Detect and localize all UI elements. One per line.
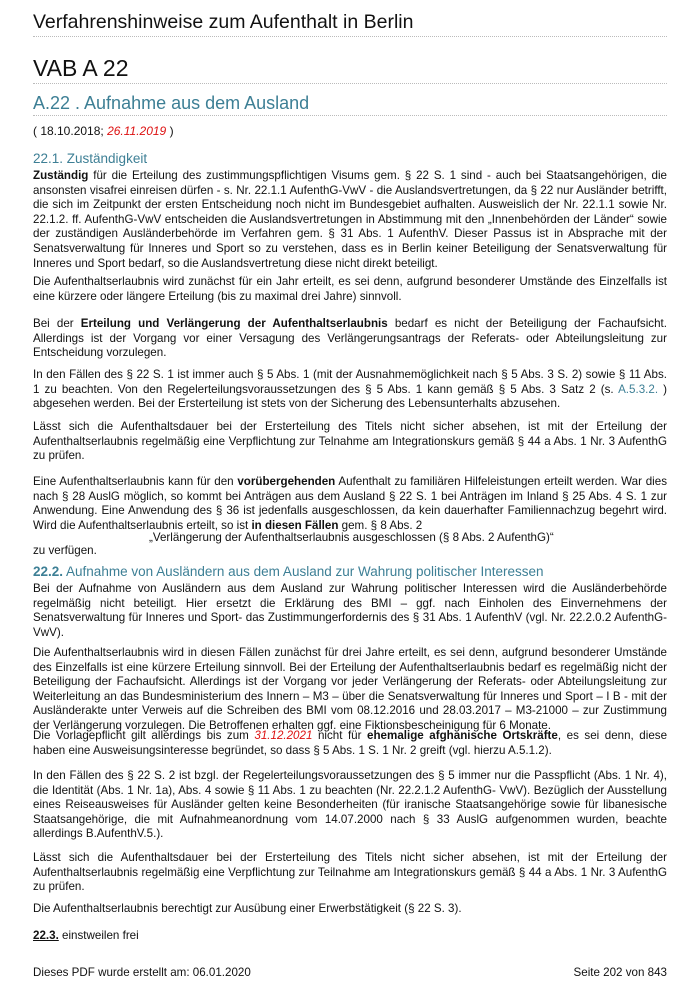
header-title: Verfahrenshinweise zum Aufenthalt in Berlin bbox=[33, 11, 414, 33]
paragraph bbox=[33, 169, 667, 271]
paragraph: Die Aufenthaltserlaubnis wird in diesen Fällen zunächst für drei Jahre erteilt, es sei denn, aufgrund besonderer Umstände des Einzelfalls ist eine kürzere Erteilung sinnvoll. Bei der Erteilung der Aufenthaltserlaubnis bedarf es regelmäßig nicht der Beteiligung der Fachaufsicht. Allerdings ist der Vorgang vor jeder Verlängerung der Referats- oder Abteilungsleitung zur Weiterleitung an das Bundesministerium des Innern – M3 – über die Senatsverwaltung für Inneres und Sport – I B - mit der Ausländerakte unter Verweis auf die Schreiben des BMI vom 08.12.2016 und 28.03.2017 – M3-21000 – zur Zustimmung der Verlängerung vorzulegen. Die Betroffenen erhalten ggf. eine Fiktionsbescheinigung für 6 Monate. bbox=[33, 646, 667, 732]
bold-text: Erteilung und Verlängerung der Aufenthaltserlaubnis bbox=[80, 317, 388, 330]
text: Bei der bbox=[33, 317, 81, 330]
date-updated: 26.11.2019 bbox=[107, 124, 167, 138]
footer-page-number: Seite 202 von 843 bbox=[573, 966, 667, 979]
doc-title: VAB A 22 bbox=[33, 55, 129, 81]
text: , es sei denn, diese haben eine Ausweisungsinteresse begründet, so dass § 5 Abs. 1 S. 1 Nr. 2 greift (vgl. hierzu A.5.1.2). bbox=[33, 729, 668, 757]
paragraph bbox=[33, 368, 667, 412]
bold-text: Zuständig bbox=[33, 169, 89, 182]
bold-text: ehemalige afghanische Ortskräfte bbox=[367, 729, 558, 742]
date-close: ) bbox=[166, 124, 174, 138]
footer-created: Dieses PDF wurde erstellt am: 06.01.2020 bbox=[33, 966, 251, 979]
text: ) abgesehen werden. Bei der Ersterteilung ist stets von der Sicherung des Lebensunterhalts abzusehen. bbox=[33, 382, 667, 411]
text: einstweilen frei bbox=[58, 929, 139, 942]
reference-link[interactable]: A.5.3.2. bbox=[618, 382, 659, 396]
paragraph: Die Aufenthaltserlaubnis berechtigt zur Ausübung einer Erwerbstätigkeit (§ 22 S. 3). bbox=[33, 902, 462, 915]
text: Aufenthalt zu familiären Hilfeleistungen erteilt werden. War dies nach § 28 AuslG möglich, so kommt bei Anträgen aus dem Ausland § 22 S. 1 bei Anträgen im Inland § 25 Abs. 4 S. 1 zur Anwendung. Eine Anwendung des § 36 ist jedenfalls ausgeschlossen, da kein dauerhafter Familiennachzug begehrt wird. Wird die Aufenthaltserlaubnis erteilt, so ist bbox=[33, 475, 667, 532]
paragraph: Die Aufenthaltserlaubnis wird zunächst für ein Jahr erteilt, es sei denn, aufgrund besonderer Umstände des Einzelfalls ist eine kürzere oder längere Erteilung (bis zu maximal drei Jahre) sinnvoll. bbox=[33, 275, 667, 303]
paragraph: zu verfügen. bbox=[33, 544, 97, 557]
heading-number: 22.2. bbox=[33, 564, 64, 579]
subsection-heading-22-2 bbox=[33, 564, 544, 579]
title-divider bbox=[33, 83, 667, 84]
text: In den Fällen des § 22 S. 1 ist immer auch § 5 Abs. 1 (mit der Ausnahmemöglichkeit nach § 5 Abs. 3 S. 2) sowie § 11 Abs. 1 zu beachten. Von den Regelerteilungsvoraussetzungen des § 5 Abs. 1 kann gemäß § 5 Abs. 3 Satz 2 (s. bbox=[33, 368, 667, 396]
revision-dates bbox=[33, 124, 174, 138]
text: Eine Aufenthaltserlaubnis kann für den bbox=[33, 475, 238, 488]
heading-text: Aufnahme von Ausländern aus dem Ausland zur Wahrung politischer Interessen bbox=[63, 564, 544, 579]
section-divider bbox=[33, 115, 667, 116]
text: nicht für bbox=[312, 729, 368, 742]
paragraph bbox=[33, 475, 667, 533]
deadline-date: 31.12.2021 bbox=[254, 729, 313, 742]
text: Die Vorlagepflicht gilt allerdings bis zum bbox=[33, 729, 255, 742]
text: gem. § 8 Abs. 2 bbox=[338, 518, 423, 532]
bold-text: in diesen Fällen bbox=[251, 518, 339, 532]
paragraph bbox=[33, 729, 667, 758]
paragraph: In den Fällen des § 22 S. 2 ist bzgl. der Regelerteilungsvoraussetzungen des § 5 immer nur die Passpflicht (Abs. 1 Nr. 4), die Identität (Abs. 1 Nr. 1a), Abs. 4 sowie § 11 Abs. 1 zu beachten (Nr. 22.2.1.2 AufenthG- VwV). Bezüglich der Ausstellung eines Reiseausweises für Ausländer gelten keine Besonderheiten (für iranische Staatsangehörige sowie für libanesische Staatsangehörige, die mit Aufnahmeanordnung vom 14.07.2000 nach § 33 AuslG aufgenommen wurden, beachte allerdings B.AufenthV.5.). bbox=[33, 769, 667, 841]
text: für die Erteilung des zustimmungspflichtigen Visums gem. § 22 S. 1 sind - auch bei Staatsangehörigen, die ansonsten visafrei einreisen dürfen - s. Nr. 22.1.1 AufenthG-VwV - die Auslandsvertretungen, da § 22 nur Ausländer betrifft, die sich im Zeitpunkt der ersten Entscheidung noch nicht im Bundesgebiet aufhalten. Ausweislich der Nr. 22.1.1 sowie Nr. 22.1.2. ff. AufenthG-VwV entscheiden die Auslandsvertretungen in Abstimmung mit den „Innenbehörden der Länder“ sowie der zuständigen Ausländerbehörde im Verfahren gem. § 31 Abs. 1 AufenthV. Dieser Passus ist in Absprache mit der Senatsverwaltung für Inneres und Sport so zu verstehen, dass es in Berlin keiner Beteiligung der Senatsverwaltung für Inneres und Sport bedarf, so die Auslandsvertretung diese nicht direkt beteiligt. bbox=[33, 169, 667, 270]
paragraph: Lässt sich die Aufenthaltsdauer bei der Ersterteilung des Titels nicht sicher absehen, ist mit der Erteilung der Aufenthaltserlaubnis regelmäßig eine Verpflichtung zur Telnahme am Integrationskurs gemäß § 44 a Abs. 1 Nr. 3 AufenthG zu prüfen. bbox=[33, 420, 667, 463]
bold-text: vorübergehenden bbox=[237, 475, 336, 488]
section-title: A.22 . Aufnahme aus dem Ausland bbox=[33, 93, 310, 113]
text: bedarf es nicht der Beteiligung der Fachaufsicht. Allerdings ist der Vorgang vor einer Versagung des Verlängerungsantrags der Referats- oder Abteilungsleitung zur Entscheidung vorzulegen. bbox=[33, 317, 667, 360]
subsection-22-3 bbox=[33, 929, 667, 944]
subsection-number: 22.3. bbox=[33, 929, 59, 942]
paragraph: Bei der Aufnahme von Ausländern aus dem Ausland zur Wahrung politischer Interessen wird die Ausländerbehörde regelmäßig nicht beteiligt. Hier ersetzt die Erklärung des BMI – ggf. nach Einholen des Einvernehmens der Senatsverwaltung für Inneres und Sport- das Zustimmungerfordernis des § 31 Abs. 1 AufenthV (vgl. Nr. 22.2.0.2 AufenthG-VwV). bbox=[33, 582, 667, 639]
date-open: ( 18.10.2018; bbox=[33, 124, 108, 138]
paragraph bbox=[33, 317, 667, 361]
quoted-note: „Verlängerung der Aufenthaltserlaubnis ausgeschlossen (§ 8 Abs. 2 AufenthG)“ bbox=[149, 531, 554, 544]
header-divider bbox=[33, 36, 667, 37]
subsection-heading-22-1: 22.1. Zuständigkeit bbox=[33, 151, 148, 166]
paragraph: Lässt sich die Aufenthaltsdauer bei der Ersterteilung des Titels nicht sicher absehen, ist mit der Erteilung der Aufenthaltserlaubnis regelmäßig eine Verpflichtung zur Teilnahme am Integrationskurs gemäß § 44 a Abs. 1 Nr. 3 AufenthG zu prüfen. bbox=[33, 851, 667, 894]
